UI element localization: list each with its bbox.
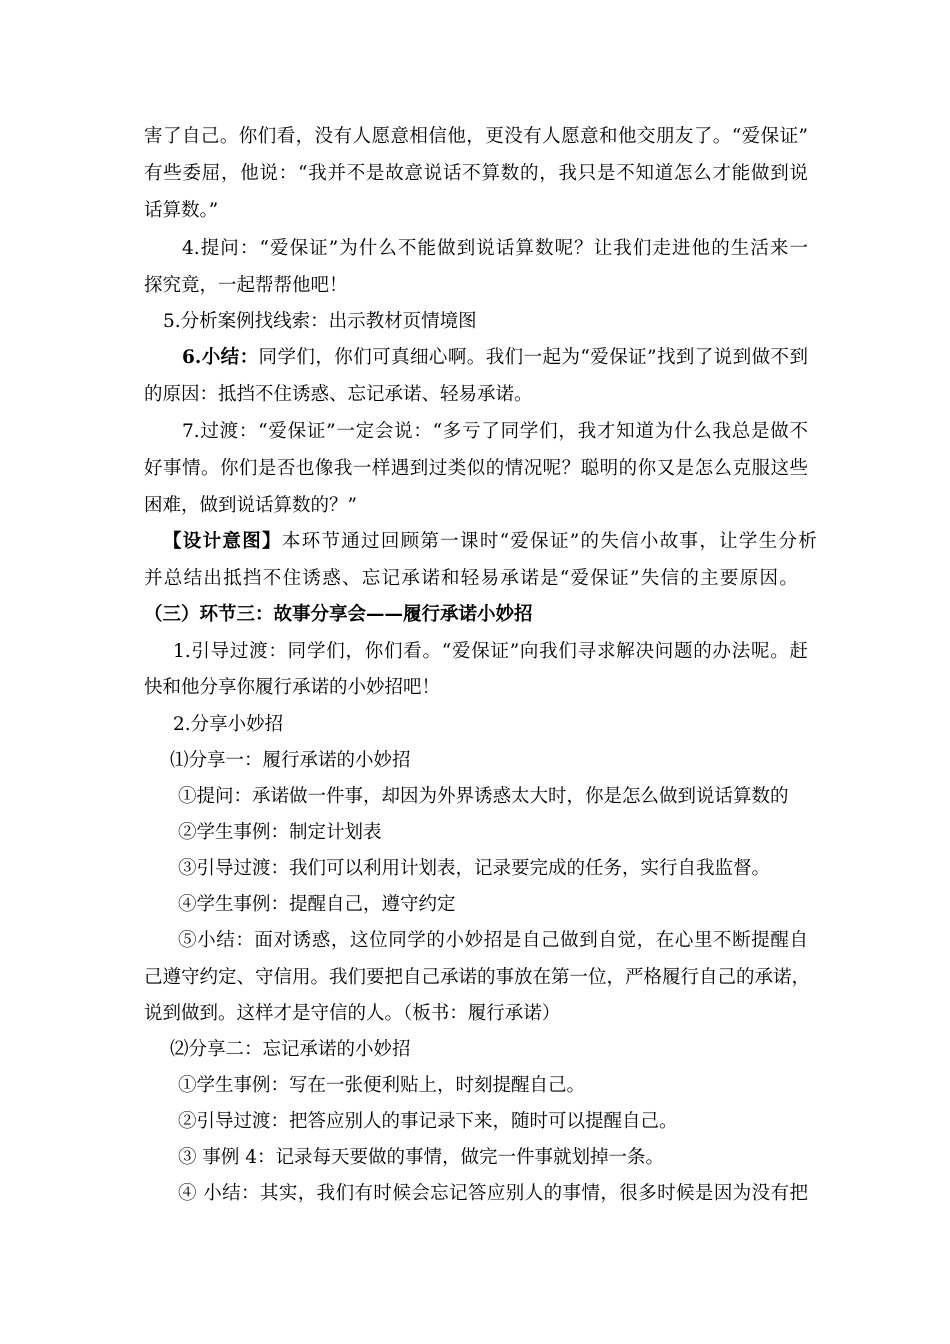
paragraph-line: ⑵分享二：忘记承诺的小妙招: [170, 1039, 411, 1060]
paragraph-line: 快和他分享你履行承诺的小妙招吧！: [144, 677, 441, 698]
paragraph-line: ⑴分享一：履行承诺的小妙招: [170, 750, 411, 771]
paragraph-line: 1.引导过渡：同学们，你们看。“爱保证”向我们寻求解决问题的办法呢。赶: [173, 641, 808, 662]
design-intent-label: 【设计意图】: [163, 531, 282, 552]
design-intent-line: [163, 524, 819, 560]
paragraph-line: ②学生事例：制定计划表: [178, 822, 382, 843]
paragraph-line: 说到做到。这样才是守信的人。（板书：履行承诺）: [144, 1003, 561, 1024]
summary-text: 同学们，你们可真细心啊。我们一起为“爱保证”找到了说到做不到: [258, 347, 808, 368]
paragraph-line: ⑤小结：面对诱惑，这位同学的小妙招是自己做到自觉，在心里不断提醒自: [178, 930, 808, 951]
paragraph-line: 的原因：抵挡不住诱惑、忘记承诺、轻易承诺。: [144, 384, 533, 405]
paragraph-line: 好事情。你们是否也像我一样遇到过类似的情况呢？聪明的你又是怎么克服这些: [144, 458, 808, 479]
paragraph-line: ①提问：承诺做一件事，却因为外界诱惑太大时，你是怎么做到说话算数的: [178, 786, 789, 807]
summary-label: 6.小结：: [182, 347, 259, 368]
paragraph-line: ②引导过渡：把答应别人的事记录下来，随时可以提醒自己。: [178, 1111, 678, 1132]
paragraph-line: ①学生事例：写在一张便利贴上，时刻提醒自己。: [178, 1075, 586, 1096]
paragraph-line: 7.过渡：“爱保证”一定会说：“多亏了同学们，我才知道为什么我总是做不: [182, 421, 808, 442]
design-intent-text: 本环节通过回顾第一课时“爱保证”的失信小故事，让学生分析: [281, 531, 819, 552]
summary-line: [182, 340, 808, 376]
paragraph-line: ③ 事例 4：记录每天要做的事情，做完一件事就划掉一条。: [178, 1147, 665, 1168]
paragraph-line: ④学生事例：提醒自己，遵守约定: [178, 894, 456, 915]
paragraph-line: 有些委屈，他说：“我并不是故意说话不算数的，我只是不知道怎么才能做到说: [144, 163, 808, 184]
paragraph-line: 4.提问：“爱保证”为什么不能做到说话算数呢？让我们走进他的生活来一: [182, 238, 808, 259]
paragraph-line: 害了自己。你们看，没有人愿意相信他，更没有人愿意和他交朋友了。“爱保证”: [144, 126, 808, 147]
paragraph-line: 探究竟，一起帮帮他吧！: [144, 275, 348, 296]
paragraph-line: 困难，做到说话算数的？”: [144, 495, 357, 516]
design-intent-line: 并总结出抵挡不住诱惑、忘记承诺和轻易承诺是“爱保证”失信的主要原因。: [144, 568, 800, 589]
paragraph-line: ④ 小结：其实，我们有时候会忘记答应别人的事情，很多时候是因为没有把: [178, 1183, 808, 1204]
section-heading: （三）环节三：故事分享会——履行承诺小妙招: [144, 604, 533, 625]
paragraph-line: 话算数。”: [144, 200, 219, 221]
paragraph-line: ③引导过渡：我们可以利用计划表，记录要完成的任务，实行自我监督。: [178, 858, 771, 879]
paragraph-line: 2.分享小妙招: [173, 714, 284, 735]
paragraph-line: 5.分析案例找线索：出示教材页情境图: [163, 311, 477, 332]
paragraph-line: 己遵守约定、守信用。我们要把自己承诺的事放在第一位，严格履行自己的承诺，: [144, 967, 811, 988]
